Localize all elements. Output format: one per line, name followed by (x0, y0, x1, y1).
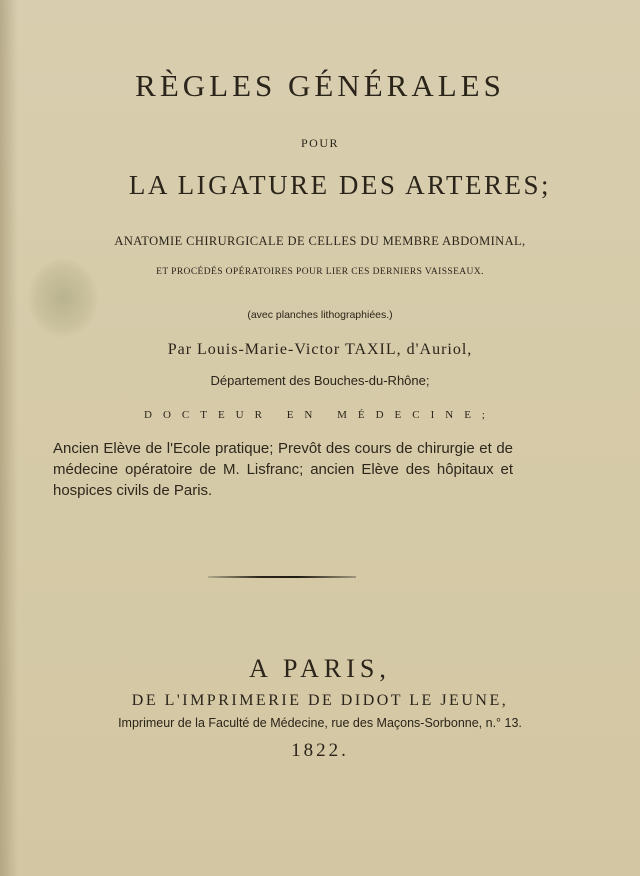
book-title: RÈGLES GÉNÉRALES (135, 68, 505, 103)
plates-note: (avec planches lithographiées.) (247, 309, 393, 321)
publication-place: A PARIS, (249, 654, 391, 683)
anatomy-line: ANATOMIE CHIRURGICALE DE CELLES DU MEMBRE ABDOMINAL, (114, 234, 526, 248)
printer-address: Imprimeur de la Faculté de Médecine, rue des Maçons-Sorbonne, n.° 13. (118, 716, 522, 730)
printer-line: DE L'IMPRIMERIE DE DIDOT LE JEUNE, (131, 692, 509, 709)
author-line: Par Louis-Marie-Victor TAXIL, d'Auriol, (167, 341, 473, 358)
procedures-line: ET PROCÉDÉS OPÉRATOIRES POUR LIER CES DERNIERS VAISSEAUX. (156, 267, 484, 277)
department-line: Département des Bouches-du-Rhône; (210, 373, 430, 388)
title-connector: POUR (300, 136, 339, 150)
decorative-rule (208, 576, 356, 578)
author-credentials: Ancien Elève de l'Ecole pratique; Prevôt des cours de chirurgie et de médecine opératoire de M. Lisfranc; ancien Elève des hôpitaux et hospices civils de Paris. (53, 440, 513, 499)
publication-year: 1822. (291, 740, 349, 761)
book-subtitle: LA LIGATURE DES ARTERES; (128, 170, 552, 200)
degree-line: DOCTEUR EN MÉDECINE; (144, 409, 496, 421)
